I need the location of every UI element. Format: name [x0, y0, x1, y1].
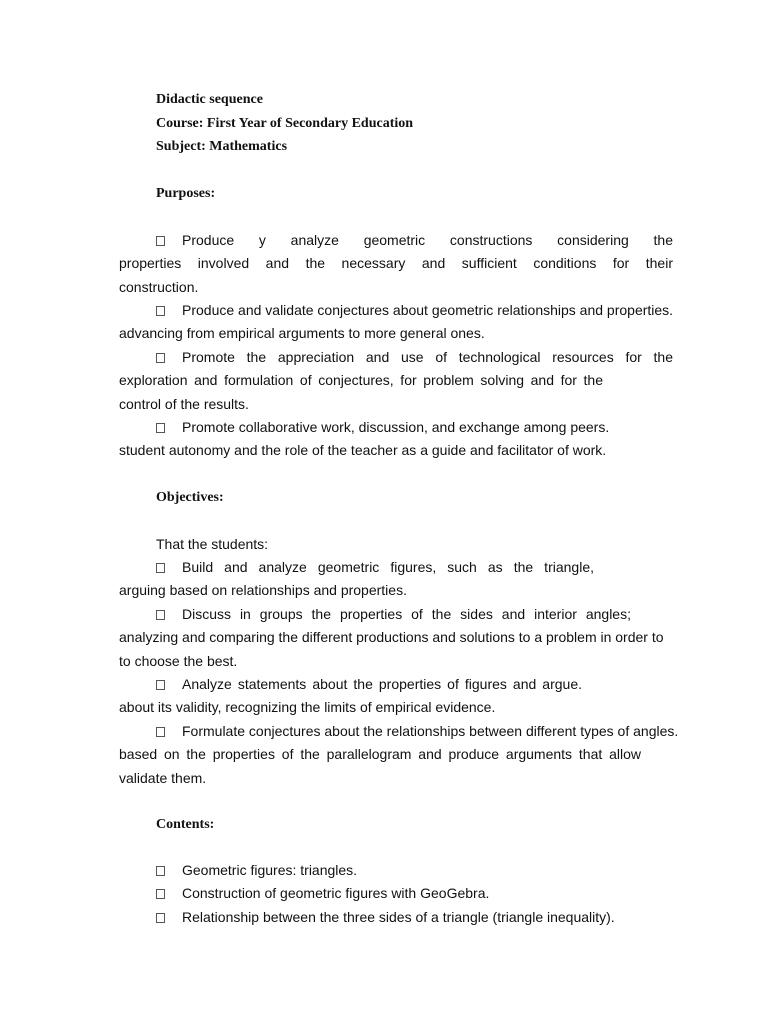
paragraph-line: Produce y analyze geometric constructions considering the — [119, 229, 673, 252]
subject-line: Subject: Mathematics — [156, 139, 288, 154]
paragraph-line: construction. — [119, 278, 199, 295]
paragraph-line: student autonomy and the role of the teacher as a guide and facilitator of work. — [119, 442, 607, 459]
paragraph-line: Produce and validate conjectures about geometric relationships and properties. — [119, 299, 673, 322]
checkbox-bullet-icon — [156, 306, 165, 316]
checkbox-bullet-icon — [156, 563, 165, 573]
checkbox-bullet-icon — [156, 680, 165, 690]
paragraph-line: exploration and formulation of conjectures, for problem solving and for the — [119, 372, 603, 389]
paragraph-line: Build and analyze geometric figures, such as the triangle, — [119, 556, 594, 579]
contents-list — [119, 859, 673, 929]
objective-item — [119, 603, 673, 673]
checkbox-bullet-icon — [156, 866, 165, 876]
checkbox-bullet-icon — [156, 610, 165, 620]
objectives-heading: Objectives: — [156, 490, 224, 505]
course-line: Course: First Year of Secondary Education — [156, 116, 414, 131]
paragraph-line: arguing based on relationships and properties. — [119, 582, 407, 599]
paragraph-line: to choose the best. — [119, 652, 238, 669]
objectives-intro: That the students: — [156, 536, 269, 552]
purpose-item — [119, 416, 673, 463]
objective-item — [119, 720, 679, 790]
paragraph-line: analyzing and comparing the different productions and solutions to a problem in order to — [119, 629, 664, 646]
paragraph-line: Discuss in groups the properties of the sides and interior angles; — [119, 603, 631, 626]
purpose-item — [119, 346, 673, 416]
checkbox-bullet-icon — [156, 353, 165, 363]
paragraph-line: based on the properties of the parallelogram and produce arguments that allow — [119, 746, 641, 763]
paragraph-line: validate them. — [119, 769, 207, 786]
purposes-heading: Purposes: — [156, 186, 216, 201]
checkbox-bullet-icon — [156, 913, 165, 923]
checkbox-bullet-icon — [156, 236, 165, 246]
paragraph-line: Promote collaborative work, discussion, and exchange among peers. — [119, 416, 673, 439]
checkbox-bullet-icon — [156, 889, 165, 899]
document-title: Didactic sequence — [156, 92, 263, 107]
list-item: Construction of geometric figures with GeoGebra. — [119, 882, 673, 905]
contents-heading: Contents: — [156, 817, 215, 832]
paragraph-line: Promote the appreciation and use of technological resources for the — [119, 346, 673, 369]
paragraph-line: properties involved and the necessary and sufficient conditions for their — [119, 255, 673, 272]
list-item: Geometric figures: triangles. — [119, 859, 673, 882]
purpose-item — [119, 299, 673, 346]
paragraph-line: about its validity, recognizing the limits of empirical evidence. — [119, 699, 496, 716]
paragraph-line: advancing from empirical arguments to more general ones. — [119, 325, 485, 342]
purpose-item — [119, 229, 673, 299]
objective-item — [119, 673, 673, 720]
paragraph-line: control of the results. — [119, 395, 249, 412]
list-item: Relationship between the three sides of a triangle (triangle inequality). — [119, 906, 673, 929]
paragraph-line: Formulate conjectures about the relationships between different types of angles. — [119, 720, 673, 743]
checkbox-bullet-icon — [156, 423, 165, 433]
checkbox-bullet-icon — [156, 727, 165, 737]
objective-item — [119, 556, 673, 603]
paragraph-line: Analyze statements about the properties of figures and argue. — [119, 673, 582, 696]
